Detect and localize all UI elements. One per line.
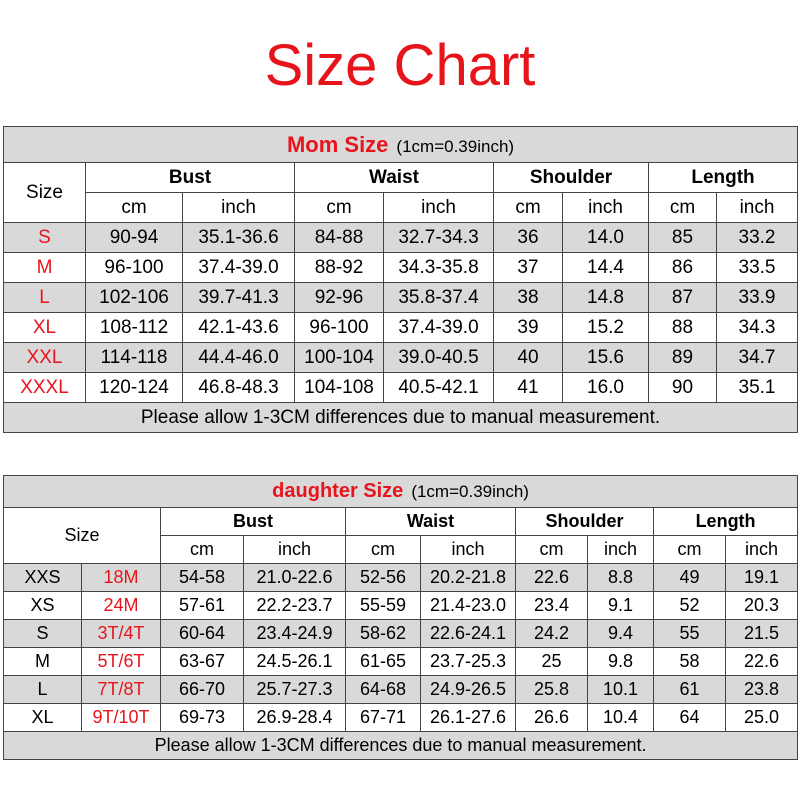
measure-cell: 46.8-48.3 xyxy=(183,373,295,403)
measure-cell: 58 xyxy=(654,648,726,676)
mom-size-table xyxy=(3,126,798,433)
mom-unit-header: cm xyxy=(86,193,183,223)
measure-cell: 9.1 xyxy=(588,592,654,620)
measure-cell: 55-59 xyxy=(346,592,421,620)
measure-cell: 102-106 xyxy=(86,283,183,313)
measure-cell: 84-88 xyxy=(295,223,384,253)
daughter-shoulder-header: Shoulder xyxy=(516,508,654,536)
measure-cell: 37.4-39.0 xyxy=(183,253,295,283)
daughter-size-header: Size xyxy=(4,508,161,564)
daughter-unit-header: cm xyxy=(516,536,588,564)
table-row xyxy=(4,343,798,373)
measure-cell: 96-100 xyxy=(295,313,384,343)
measure-cell: 19.1 xyxy=(726,564,798,592)
measure-cell: 22.2-23.7 xyxy=(244,592,346,620)
measure-cell: 37.4-39.0 xyxy=(384,313,494,343)
measure-cell: 38 xyxy=(494,283,563,313)
size-cell: XXL xyxy=(4,343,86,373)
measure-cell: 64 xyxy=(654,704,726,732)
measure-cell: 66-70 xyxy=(161,676,244,704)
age-cell: 18M xyxy=(82,564,161,592)
daughter-unit-header: inch xyxy=(588,536,654,564)
measure-cell: 16.0 xyxy=(563,373,649,403)
daughter-waist-header: Waist xyxy=(346,508,516,536)
measure-cell: 35.1 xyxy=(717,373,798,403)
measure-cell: 34.3-35.8 xyxy=(384,253,494,283)
page-title: Size Chart xyxy=(264,33,536,98)
measure-cell: 42.1-43.6 xyxy=(183,313,295,343)
measure-cell: 67-71 xyxy=(346,704,421,732)
daughter-unit-header: inch xyxy=(244,536,346,564)
daughter-table-title xyxy=(4,476,798,508)
measure-cell: 35.8-37.4 xyxy=(384,283,494,313)
daughter-length-header: Length xyxy=(654,508,798,536)
size-cell: XL xyxy=(4,704,82,732)
measure-cell: 58-62 xyxy=(346,620,421,648)
daughter-footer-note: Please allow 1-3CM differences due to manual measurement. xyxy=(4,732,798,760)
measure-cell: 114-118 xyxy=(86,343,183,373)
measure-cell: 10.4 xyxy=(588,704,654,732)
daughter-unit-note: (1cm=0.39inch) xyxy=(411,482,529,501)
measure-cell: 40 xyxy=(494,343,563,373)
measure-cell: 87 xyxy=(649,283,717,313)
age-cell: 24M xyxy=(82,592,161,620)
measure-cell: 96-100 xyxy=(86,253,183,283)
measure-cell: 15.6 xyxy=(563,343,649,373)
measure-cell: 41 xyxy=(494,373,563,403)
measure-cell: 61 xyxy=(654,676,726,704)
measure-cell: 25.8 xyxy=(516,676,588,704)
measure-cell: 86 xyxy=(649,253,717,283)
daughter-unit-header: cm xyxy=(654,536,726,564)
mom-unit-header: inch xyxy=(717,193,798,223)
measure-cell: 60-64 xyxy=(161,620,244,648)
table-row xyxy=(4,283,798,313)
daughter-unit-header: cm xyxy=(346,536,421,564)
age-cell: 9T/10T xyxy=(82,704,161,732)
measure-cell: 89 xyxy=(649,343,717,373)
measure-cell: 63-67 xyxy=(161,648,244,676)
size-cell: L xyxy=(4,676,82,704)
measure-cell: 57-61 xyxy=(161,592,244,620)
measure-cell: 104-108 xyxy=(295,373,384,403)
measure-cell: 24.9-26.5 xyxy=(421,676,516,704)
measure-cell: 26.1-27.6 xyxy=(421,704,516,732)
table-row xyxy=(4,676,798,704)
age-cell: 5T/6T xyxy=(82,648,161,676)
measure-cell: 108-112 xyxy=(86,313,183,343)
mom-waist-header: Waist xyxy=(295,163,494,193)
measure-cell: 52 xyxy=(654,592,726,620)
measure-cell: 64-68 xyxy=(346,676,421,704)
measure-cell: 33.5 xyxy=(717,253,798,283)
measure-cell: 44.4-46.0 xyxy=(183,343,295,373)
measure-cell: 21.0-22.6 xyxy=(244,564,346,592)
measure-cell: 23.4-24.9 xyxy=(244,620,346,648)
measure-cell: 15.2 xyxy=(563,313,649,343)
daughter-unit-header: inch xyxy=(726,536,798,564)
measure-cell: 90-94 xyxy=(86,223,183,253)
age-cell: 7T/8T xyxy=(82,676,161,704)
mom-unit-header: cm xyxy=(649,193,717,223)
measure-cell: 37 xyxy=(494,253,563,283)
table-row xyxy=(4,253,798,283)
mom-bust-header: Bust xyxy=(86,163,295,193)
measure-cell: 52-56 xyxy=(346,564,421,592)
measure-cell: 35.1-36.6 xyxy=(183,223,295,253)
measure-cell: 88-92 xyxy=(295,253,384,283)
measure-cell: 25.0 xyxy=(726,704,798,732)
table-row xyxy=(4,620,798,648)
mom-shoulder-header: Shoulder xyxy=(494,163,649,193)
table-row xyxy=(4,648,798,676)
measure-cell: 90 xyxy=(649,373,717,403)
measure-cell: 23.8 xyxy=(726,676,798,704)
measure-cell: 20.3 xyxy=(726,592,798,620)
measure-cell: 85 xyxy=(649,223,717,253)
measure-cell: 23.4 xyxy=(516,592,588,620)
mom-unit-header: inch xyxy=(183,193,295,223)
measure-cell: 14.0 xyxy=(563,223,649,253)
table-row xyxy=(4,592,798,620)
measure-cell: 24.2 xyxy=(516,620,588,648)
measure-cell: 14.8 xyxy=(563,283,649,313)
age-cell: 3T/4T xyxy=(82,620,161,648)
measure-cell: 100-104 xyxy=(295,343,384,373)
size-cell: S xyxy=(4,620,82,648)
measure-cell: 69-73 xyxy=(161,704,244,732)
measure-cell: 21.5 xyxy=(726,620,798,648)
measure-cell: 39 xyxy=(494,313,563,343)
measure-cell: 23.7-25.3 xyxy=(421,648,516,676)
mom-footer-note: Please allow 1-3CM differences due to manual measurement. xyxy=(4,403,798,433)
table-row xyxy=(4,373,798,403)
size-cell: XXS xyxy=(4,564,82,592)
measure-cell: 9.8 xyxy=(588,648,654,676)
measure-cell: 22.6 xyxy=(516,564,588,592)
mom-title-text: Mom Size xyxy=(286,131,389,157)
measure-cell: 14.4 xyxy=(563,253,649,283)
measure-cell: 54-58 xyxy=(161,564,244,592)
measure-cell: 26.9-28.4 xyxy=(244,704,346,732)
measure-cell: 36 xyxy=(494,223,563,253)
size-cell: XXXL xyxy=(4,373,86,403)
measure-cell: 32.7-34.3 xyxy=(384,223,494,253)
measure-cell: 49 xyxy=(654,564,726,592)
measure-cell: 24.5-26.1 xyxy=(244,648,346,676)
mom-unit-header: cm xyxy=(295,193,384,223)
size-cell: M xyxy=(4,648,82,676)
table-row xyxy=(4,704,798,732)
measure-cell: 92-96 xyxy=(295,283,384,313)
measure-cell: 25.7-27.3 xyxy=(244,676,346,704)
daughter-size-table xyxy=(3,475,798,760)
table-row xyxy=(4,223,798,253)
daughter-unit-header: inch xyxy=(421,536,516,564)
mom-unit-header: cm xyxy=(494,193,563,223)
size-cell: L xyxy=(4,283,86,313)
measure-cell: 55 xyxy=(654,620,726,648)
table-row xyxy=(4,564,798,592)
daughter-title-text: daughter Size xyxy=(272,480,404,502)
mom-unit-header: inch xyxy=(563,193,649,223)
mom-length-header: Length xyxy=(649,163,798,193)
measure-cell: 61-65 xyxy=(346,648,421,676)
size-cell: XS xyxy=(4,592,82,620)
measure-cell: 10.1 xyxy=(588,676,654,704)
daughter-unit-header: cm xyxy=(161,536,244,564)
table-row xyxy=(4,313,798,343)
measure-cell: 22.6 xyxy=(726,648,798,676)
size-cell: S xyxy=(4,223,86,253)
measure-cell: 25 xyxy=(516,648,588,676)
measure-cell: 21.4-23.0 xyxy=(421,592,516,620)
measure-cell: 26.6 xyxy=(516,704,588,732)
measure-cell: 34.7 xyxy=(717,343,798,373)
measure-cell: 20.2-21.8 xyxy=(421,564,516,592)
measure-cell: 8.8 xyxy=(588,564,654,592)
mom-unit-note: (1cm=0.39inch) xyxy=(396,136,515,156)
measure-cell: 39.7-41.3 xyxy=(183,283,295,313)
measure-cell: 33.2 xyxy=(717,223,798,253)
measure-cell: 120-124 xyxy=(86,373,183,403)
measure-cell: 33.9 xyxy=(717,283,798,313)
mom-table-title xyxy=(4,127,798,163)
measure-cell: 22.6-24.1 xyxy=(421,620,516,648)
mom-size-header: Size xyxy=(4,163,86,223)
measure-cell: 40.5-42.1 xyxy=(384,373,494,403)
size-cell: M xyxy=(4,253,86,283)
daughter-bust-header: Bust xyxy=(161,508,346,536)
size-cell: XL xyxy=(4,313,86,343)
mom-unit-header: inch xyxy=(384,193,494,223)
measure-cell: 34.3 xyxy=(717,313,798,343)
measure-cell: 9.4 xyxy=(588,620,654,648)
measure-cell: 88 xyxy=(649,313,717,343)
measure-cell: 39.0-40.5 xyxy=(384,343,494,373)
